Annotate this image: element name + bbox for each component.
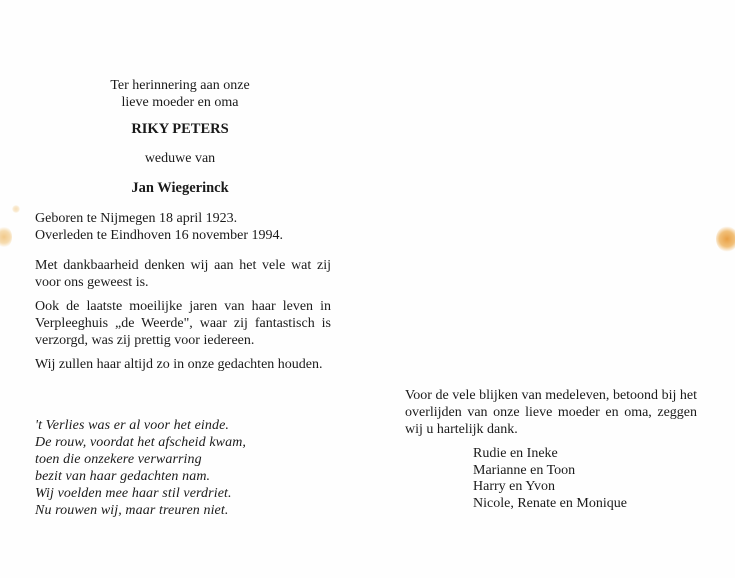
intro-line: lieve moeder en oma	[121, 95, 239, 110]
birth-death-dates	[35, 210, 331, 244]
widow-of-label: weduwe van	[144, 151, 216, 166]
intro-heading	[60, 77, 300, 111]
poem-line: Wij voelden mee haar stil verdriet.	[35, 486, 232, 501]
paragraph-gratitude: Met dankbaarheid denken wij aan het vele wat zij voor ons geweest is.	[35, 258, 331, 290]
signer: Marianne en Toon	[473, 462, 576, 478]
signer: Rudie en Ineke	[473, 446, 558, 461]
birth-line: Geboren te Nijmegen 18 april 1923.	[35, 211, 238, 226]
poem-line: 't Verlies was er al voor het einde.	[35, 418, 230, 433]
husband-name: Jan Wiegerinck	[131, 180, 229, 196]
deceased-name: RIKY PETERS	[131, 121, 229, 137]
poem-line: bezit van haar gedachten nam.	[35, 469, 211, 484]
poem	[35, 417, 331, 519]
paper-speck	[12, 205, 20, 213]
paragraph-remember: Wij zullen haar altijd zo in onze gedachten houden.	[35, 357, 323, 372]
death-line: Overleden te Eindhoven 16 november 1994.	[35, 228, 284, 243]
poem-line: Nu rouwen wij, maar treuren niet.	[35, 503, 229, 518]
signer: Nicole, Renate en Monique	[473, 495, 627, 511]
signer: Harry en Yvon	[473, 479, 556, 494]
thanks-message: Voor de vele blijken van medeleven, betoond bij het overlijden van onze lieve moeder en oma, zeggen wij u hartelijk dank.	[405, 388, 697, 437]
signers-list	[473, 446, 627, 512]
poem-line: De rouw, voordat het afscheid kwam,	[35, 435, 247, 450]
paragraph-last-years: Ook de laatste moeilijke jaren van haar leven in Verpleeghuis „de Weerde", waar zij fantastisch is verzorgd, was zij prettig voor iedereen.	[35, 299, 331, 348]
intro-line: Ter herinnering aan onze	[110, 78, 250, 93]
paper-speck	[0, 226, 12, 248]
paper-speck	[716, 226, 735, 252]
poem-line: toen die onzekere verwarring	[35, 452, 202, 467]
